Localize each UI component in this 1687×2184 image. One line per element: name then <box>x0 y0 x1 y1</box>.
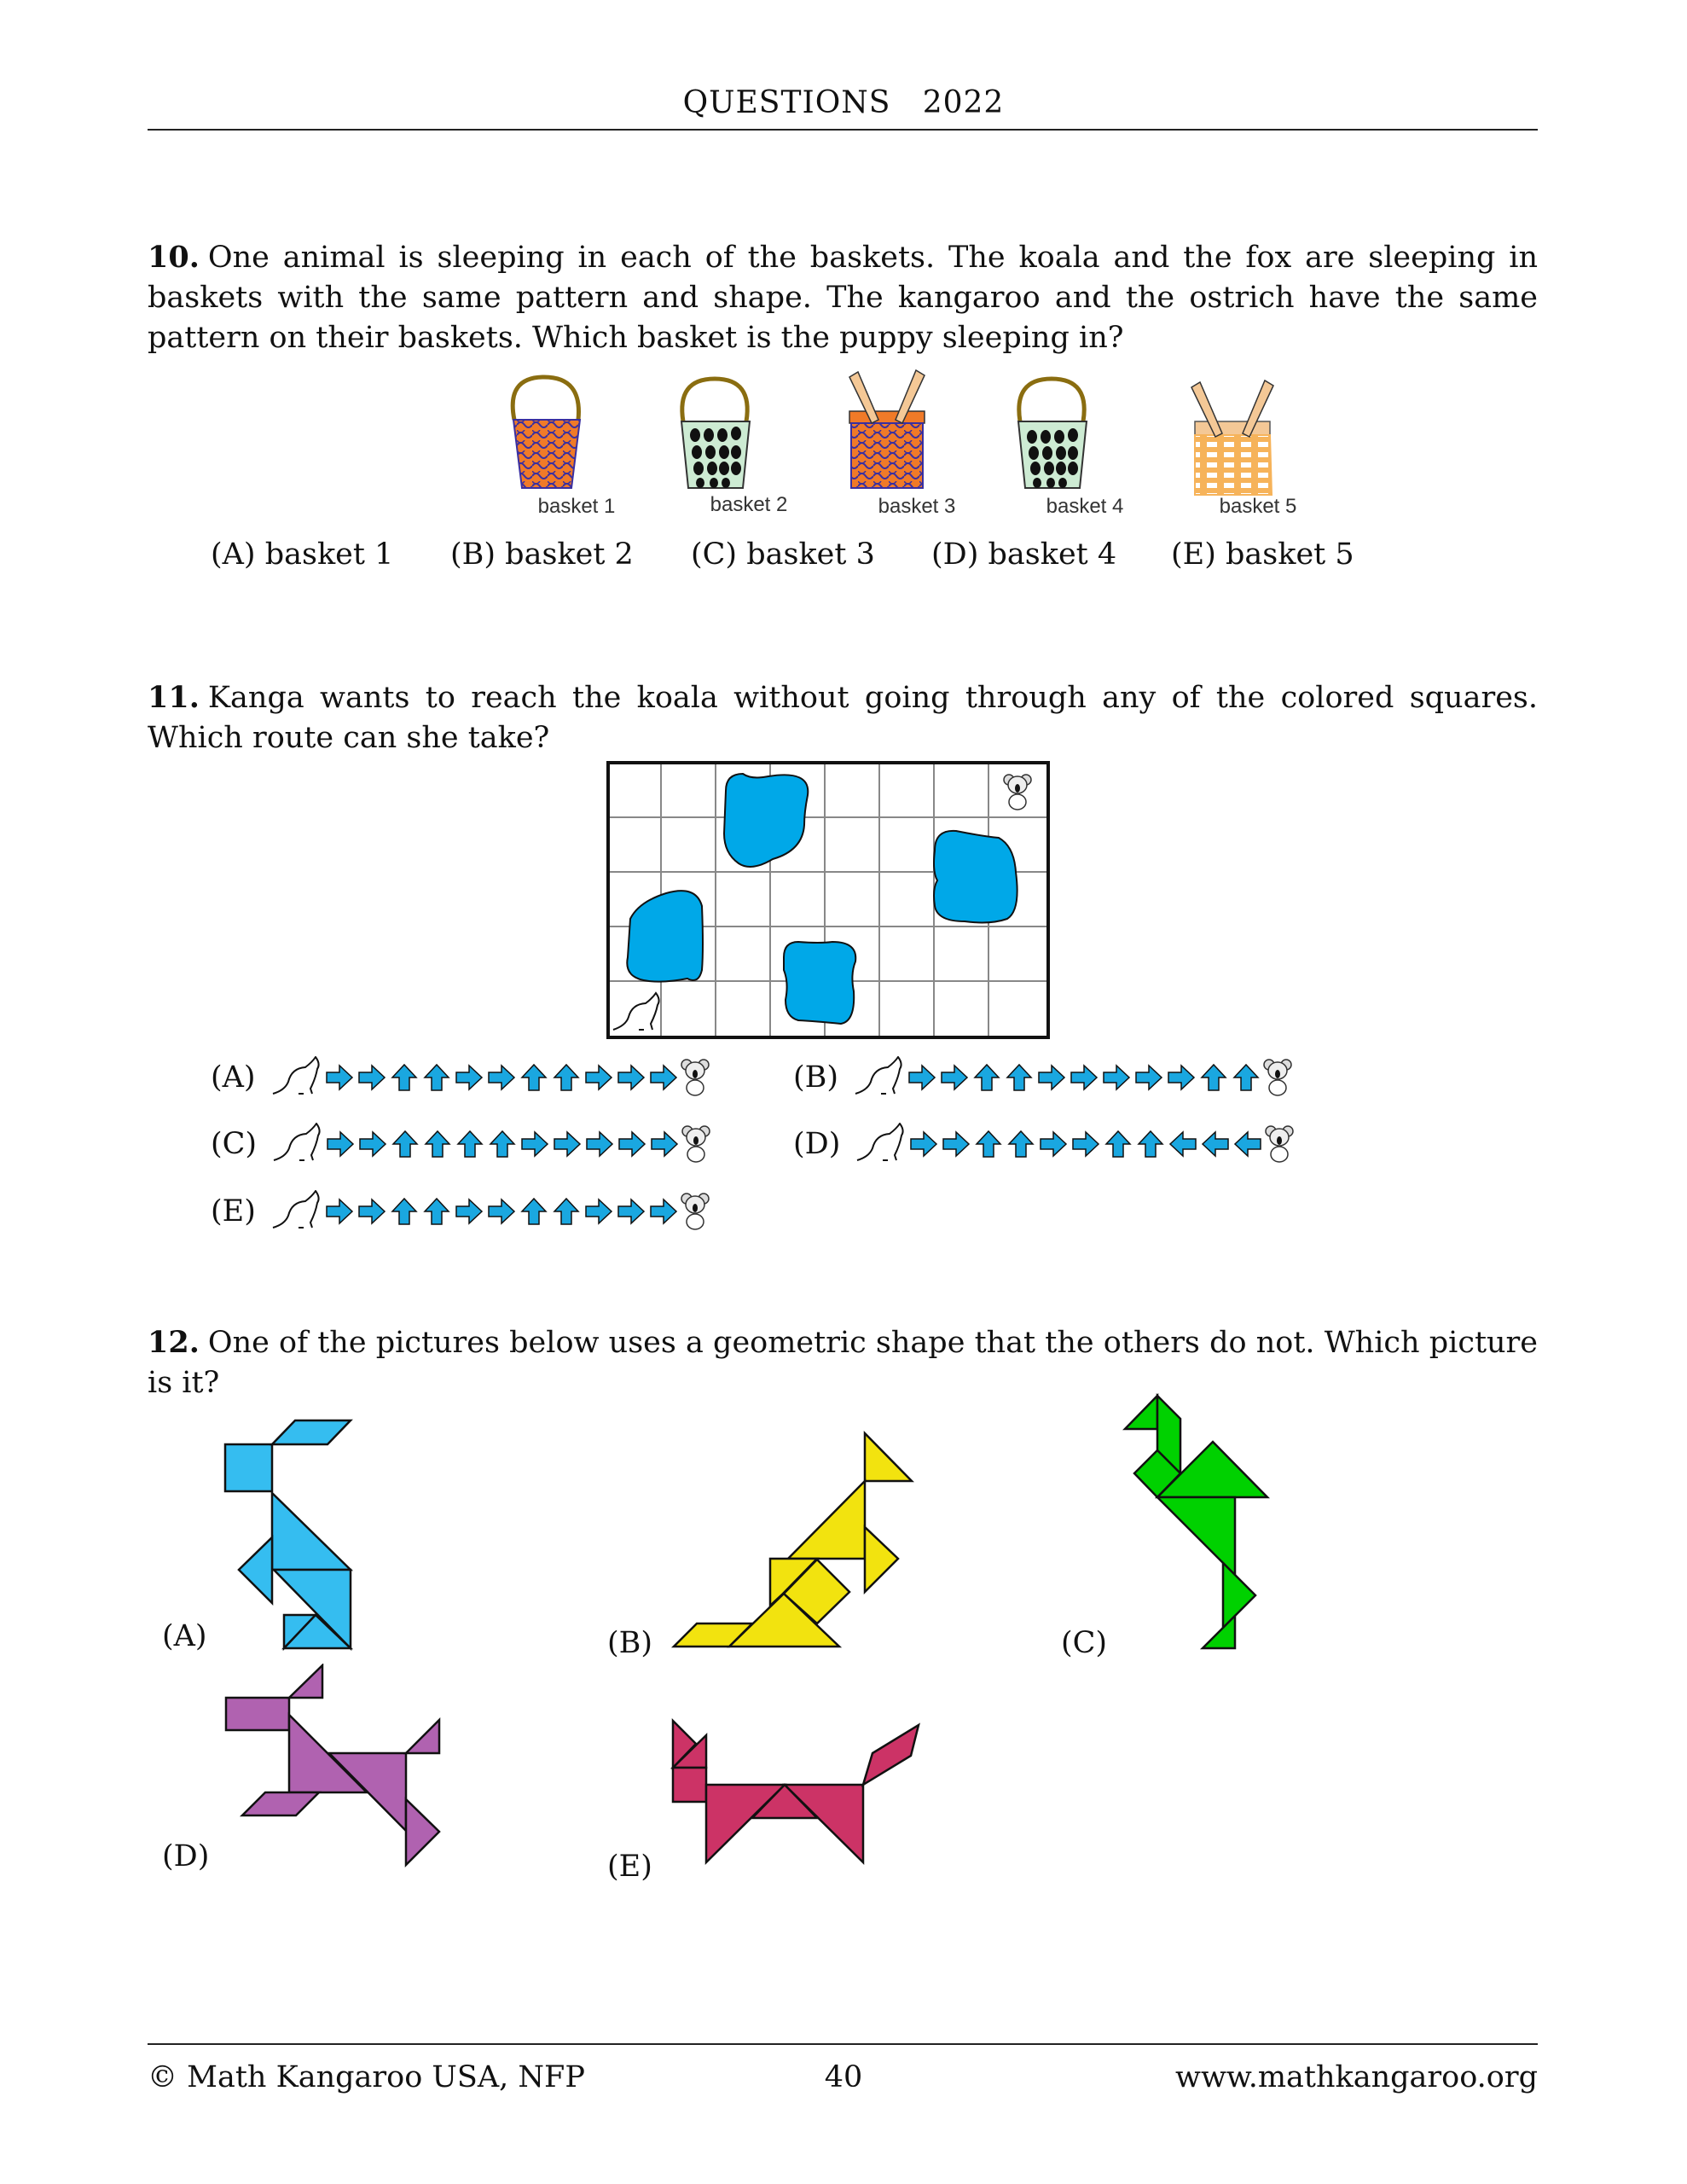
arrow-up-icon <box>519 1196 549 1227</box>
arrow-right-icon <box>941 1129 971 1159</box>
arrow-right-icon <box>648 1062 679 1093</box>
arrow-right-icon <box>648 1196 679 1227</box>
q11-option-e[interactable] <box>211 1190 710 1233</box>
basket-label: basket 5 <box>1219 495 1297 518</box>
arrow-right-icon <box>454 1062 484 1093</box>
option-letter: (B) <box>450 537 496 572</box>
arrow-right-icon <box>908 1129 939 1159</box>
option-text: basket 5 <box>1226 537 1354 572</box>
arrow-left-icon <box>1200 1129 1231 1159</box>
route-sequence <box>855 1123 1294 1165</box>
arrow-up-icon <box>421 1196 452 1227</box>
q11-option-a[interactable] <box>211 1056 710 1099</box>
arrow-right-icon <box>454 1196 484 1227</box>
option-letter: (C) <box>211 1127 258 1161</box>
tangram-piece <box>406 1799 439 1865</box>
tangram-piece <box>865 1433 912 1481</box>
arrow-up-icon <box>971 1062 1002 1093</box>
option-letter: (A) <box>211 1060 256 1095</box>
arrow-right-icon <box>583 1196 614 1227</box>
arrow-up-icon <box>389 1062 420 1093</box>
arrow-up-icon <box>1135 1129 1166 1159</box>
q12-option-d[interactable] <box>145 1664 469 1885</box>
kangaroo-icon <box>855 1123 907 1165</box>
arrow-right-icon <box>325 1129 356 1159</box>
footer-rule <box>148 2043 1538 2045</box>
arrow-right-icon <box>1070 1129 1101 1159</box>
tangram-piece <box>239 1537 272 1603</box>
arrow-right-icon <box>519 1129 550 1159</box>
q12-option-e[interactable] <box>597 1706 938 1894</box>
tangram-piece <box>785 1785 863 1862</box>
koala-icon <box>1004 775 1031 810</box>
question-text: One of the pictures below uses a geometric shape that the others do not. Which picture is it? <box>148 1326 1538 1400</box>
option-letter: (E) <box>211 1194 256 1228</box>
arrow-right-icon <box>1069 1062 1099 1093</box>
arrow-right-icon <box>357 1062 387 1093</box>
q11-option-c[interactable] <box>211 1123 710 1165</box>
arrow-right-icon <box>1133 1062 1164 1093</box>
option-text: basket 4 <box>988 537 1117 572</box>
copyright-icon: © <box>148 2060 177 2094</box>
kangaroo-icon <box>271 1056 322 1099</box>
arrow-right-icon <box>617 1129 647 1159</box>
page-header-title: QUESTIONS 2022 <box>682 85 1005 120</box>
arrow-right-icon <box>324 1196 355 1227</box>
option-letter: (B) <box>607 1626 653 1660</box>
basket-label: basket 4 <box>1046 495 1124 518</box>
basket-label: basket 1 <box>537 495 616 518</box>
tangram-piece <box>272 1493 351 1570</box>
q12-option-a[interactable] <box>145 1399 401 1672</box>
q10-option-d[interactable] <box>931 537 1116 572</box>
question-text: Kanga wants to reach the koala without going through any of the colored squares. Which route can she take? <box>148 681 1538 755</box>
tangram-piece <box>225 1444 272 1491</box>
koala-icon <box>681 1192 710 1231</box>
obstacles <box>627 774 1017 1024</box>
arrow-right-icon <box>907 1062 937 1093</box>
header-rule <box>148 129 1538 131</box>
question-11 <box>148 677 1538 758</box>
arrow-right-icon <box>357 1196 387 1227</box>
arrow-right-icon <box>583 1062 614 1093</box>
arrow-up-icon <box>487 1129 518 1159</box>
question-number: 11. <box>148 680 200 715</box>
option-letter: (D) <box>931 537 979 572</box>
arrow-up-icon <box>551 1062 582 1093</box>
arrow-up-icon <box>1006 1129 1036 1159</box>
tangram-piece <box>1203 1616 1235 1648</box>
option-letter: (B) <box>793 1060 839 1095</box>
arrow-up-icon <box>519 1062 549 1093</box>
arrow-up-icon <box>390 1129 420 1159</box>
option-letter: (C) <box>691 537 738 572</box>
arrow-right-icon <box>1038 1129 1069 1159</box>
obstacle-pond <box>784 942 855 1024</box>
kangaroo-icon <box>854 1056 905 1099</box>
basket-label: basket 3 <box>878 495 956 518</box>
arrow-right-icon <box>616 1196 646 1227</box>
arrow-right-icon <box>486 1062 517 1093</box>
tangram-piece <box>272 1420 351 1444</box>
basket-3 <box>849 370 925 488</box>
option-letter: (E) <box>607 1850 652 1884</box>
q10-option-e[interactable] <box>1171 537 1354 572</box>
route-sequence <box>272 1123 710 1165</box>
tangram-piece <box>1223 1563 1255 1628</box>
arrow-right-icon <box>486 1196 517 1227</box>
question-10 <box>148 237 1538 358</box>
obstacle-pond <box>724 774 808 867</box>
tangram-piece <box>289 1665 322 1698</box>
tangram-piece <box>1125 1396 1157 1429</box>
option-text: basket 2 <box>505 537 634 572</box>
option-letter: (E) <box>1171 537 1216 572</box>
q11-option-d[interactable] <box>793 1123 1294 1165</box>
arrow-up-icon <box>973 1129 1004 1159</box>
kangaroo-icon <box>613 993 659 1030</box>
basket-2 <box>681 379 750 488</box>
option-letter: (C) <box>1061 1626 1108 1660</box>
arrow-right-icon <box>1166 1062 1197 1093</box>
tangram-piece <box>865 1527 898 1592</box>
koala-icon <box>681 1124 710 1164</box>
basket-1 <box>513 377 580 488</box>
arrow-right-icon <box>584 1129 615 1159</box>
arrow-up-icon <box>455 1129 485 1159</box>
footer-website[interactable]: www.mathkangaroo.org <box>1175 2060 1538 2094</box>
tangram-piece <box>673 1768 706 1802</box>
basket-4 <box>1018 379 1087 488</box>
koala-icon <box>1263 1058 1292 1097</box>
arrow-up-icon <box>1198 1062 1229 1093</box>
route-grid <box>606 761 1050 1039</box>
copyright-text: Math Kangaroo USA, NFP <box>187 2060 585 2094</box>
q12-option-b[interactable] <box>597 1425 938 1672</box>
obstacle-pond <box>934 831 1017 923</box>
q10-option-c[interactable] <box>691 537 875 572</box>
tangram-piece <box>406 1720 439 1753</box>
tangram-piece <box>788 1481 865 1559</box>
tangram-piece <box>226 1698 289 1730</box>
obstacle-pond <box>627 891 703 981</box>
arrow-up-icon <box>551 1196 582 1227</box>
option-letter: (A) <box>211 537 256 572</box>
question-text: One animal is sleeping in each of the baskets. The koala and the fox are sleeping in baskets with the same pattern and shape. The kangaroo and the ostrich have the same pattern on their baskets. Which basket is the puppy sleeping in? <box>148 241 1538 355</box>
option-text: basket 1 <box>264 537 394 572</box>
arrow-up-icon <box>1231 1062 1261 1093</box>
arrow-right-icon <box>1101 1062 1132 1093</box>
question-12 <box>148 1322 1538 1403</box>
option-letter: (D) <box>162 1839 210 1873</box>
question-number: 10. <box>148 240 200 275</box>
arrow-right-icon <box>939 1062 970 1093</box>
route-sequence <box>271 1190 710 1233</box>
arrow-left-icon <box>1168 1129 1198 1159</box>
arrow-up-icon <box>389 1196 420 1227</box>
arrow-right-icon <box>649 1129 680 1159</box>
tangram-piece <box>242 1792 319 1815</box>
page-number: 40 <box>824 2060 863 2094</box>
basket-label: basket 2 <box>710 493 788 516</box>
arrow-up-icon <box>1103 1129 1133 1159</box>
question-number: 12. <box>148 1325 200 1360</box>
arrow-left-icon <box>1232 1129 1263 1159</box>
arrow-right-icon <box>1036 1062 1067 1093</box>
option-letter: (A) <box>162 1619 207 1653</box>
q10-option-a[interactable] <box>211 537 393 572</box>
arrow-up-icon <box>421 1062 452 1093</box>
option-letter: (D) <box>793 1127 841 1161</box>
q11-option-b[interactable] <box>793 1056 1292 1099</box>
arrow-up-icon <box>422 1129 453 1159</box>
q10-option-b[interactable] <box>450 537 634 572</box>
koala-icon <box>1265 1124 1294 1164</box>
kangaroo-icon <box>271 1190 322 1233</box>
arrow-right-icon <box>616 1062 646 1093</box>
kangaroo-icon <box>272 1123 323 1165</box>
koala-icon <box>681 1058 710 1097</box>
arrow-right-icon <box>324 1062 355 1093</box>
tangram-piece <box>863 1725 919 1785</box>
arrow-right-icon <box>357 1129 388 1159</box>
arrow-up-icon <box>1004 1062 1035 1093</box>
option-text: basket 3 <box>746 537 875 572</box>
q12-option-c[interactable] <box>1049 1382 1305 1672</box>
route-sequence <box>271 1056 710 1099</box>
basket-5 <box>1191 380 1273 495</box>
arrow-right-icon <box>552 1129 583 1159</box>
route-sequence <box>854 1056 1292 1099</box>
